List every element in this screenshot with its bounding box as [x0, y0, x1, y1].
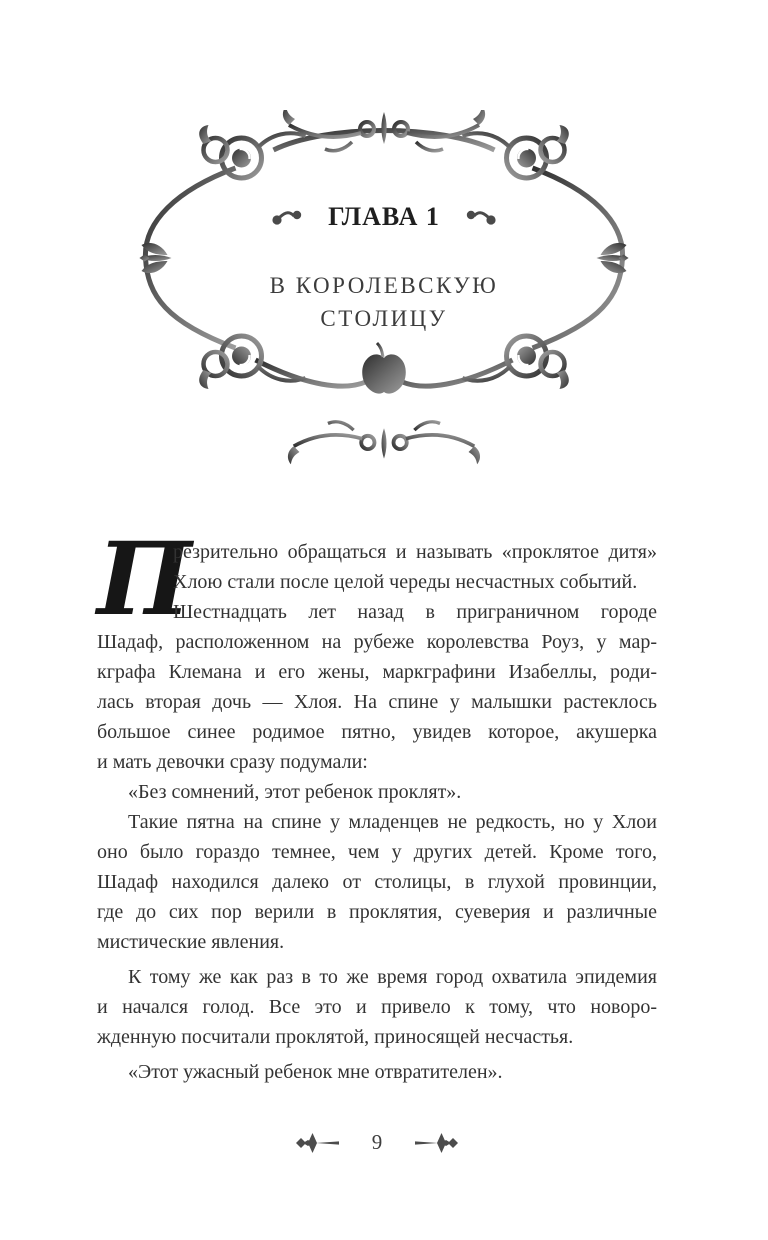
text-line: Шадаф находился далеко от столицы, в глухой провинции,: [97, 871, 657, 893]
text-line: «Этот ужасный ребенок мне отвратителен».: [128, 1061, 503, 1083]
rose-medallion-icon: [199, 336, 305, 389]
fleuron-icon: [294, 1131, 340, 1155]
text-line: и начался голод. Все это и привело к тому, что новоро-: [97, 996, 657, 1018]
text-line: оно было гораздо темнее, чем у других детей. Кроме того,: [97, 841, 657, 863]
chapter-label: ГЛАВА 1: [328, 202, 440, 231]
paragraph: [97, 537, 657, 597]
paragraphs: [97, 520, 657, 1087]
cartouche-outline: [145, 131, 622, 387]
text-line: мистические явления.: [97, 931, 285, 953]
drop-cap: П: [97, 520, 192, 638]
page-footer: [97, 1131, 657, 1155]
chapter-title: [0, 269, 768, 335]
fleuron-icon: [414, 1131, 460, 1155]
paragraph: [97, 807, 657, 957]
s-scroll-icon: [270, 208, 304, 226]
rose-medallion-icon: [463, 336, 569, 389]
text-line: резрительно обращаться и называть «проклятое дитя»: [173, 541, 657, 563]
paragraph: [97, 597, 657, 777]
chapter-title-line: СТОЛИЦУ: [320, 306, 448, 331]
text-line: «Без сомнений, этот ребенок проклят».: [128, 781, 462, 803]
text-line: большое синее родимое пятно, увидев которое, акушерка: [97, 721, 657, 743]
paragraph: [97, 962, 657, 1052]
text-line: Такие пятна на спине у младенцев не редкость, но у Хлои: [128, 811, 657, 833]
rose-medallion-icon: [463, 125, 569, 178]
text-line: Шестнадцать лет назад в приграничном городе: [173, 601, 657, 623]
text-line: Хлою стали после целой череды несчастных событий.: [173, 571, 638, 593]
text-line: где до сих пор верили в проклятия, суеверия и различные: [97, 901, 657, 923]
text-line: К тому же как раз в то же время город охватила эпидемия: [128, 966, 657, 988]
text-line: Шадаф, расположенном на рубеже королевства Роуз, у мар-: [97, 631, 657, 653]
paragraph: [97, 777, 657, 807]
s-scroll-icon: [464, 208, 498, 226]
chapter-label-row: [0, 204, 768, 230]
text-line: лась вторая дочь — Хлоя. На спине у малышки растеклось: [97, 691, 657, 713]
apple-icon: [362, 343, 406, 394]
chapter-title-line: В КОРОЛЕВСКУЮ: [269, 273, 499, 298]
bottom-flourish-icon: [288, 422, 480, 465]
crown-flourish-icon: [283, 110, 485, 151]
text-line: и мать девочки сразу подумали:: [97, 751, 368, 773]
body-text: [97, 520, 657, 1087]
text-line: кграфа Клемана и его жены, маркграфини Изабеллы, роди-: [97, 661, 657, 683]
paragraph: [97, 1057, 657, 1087]
page-number: 9: [371, 1129, 383, 1154]
text-line: жденную посчитали проклятой, приносящей несчастья.: [97, 1026, 574, 1048]
rose-medallion-icon: [199, 125, 305, 178]
